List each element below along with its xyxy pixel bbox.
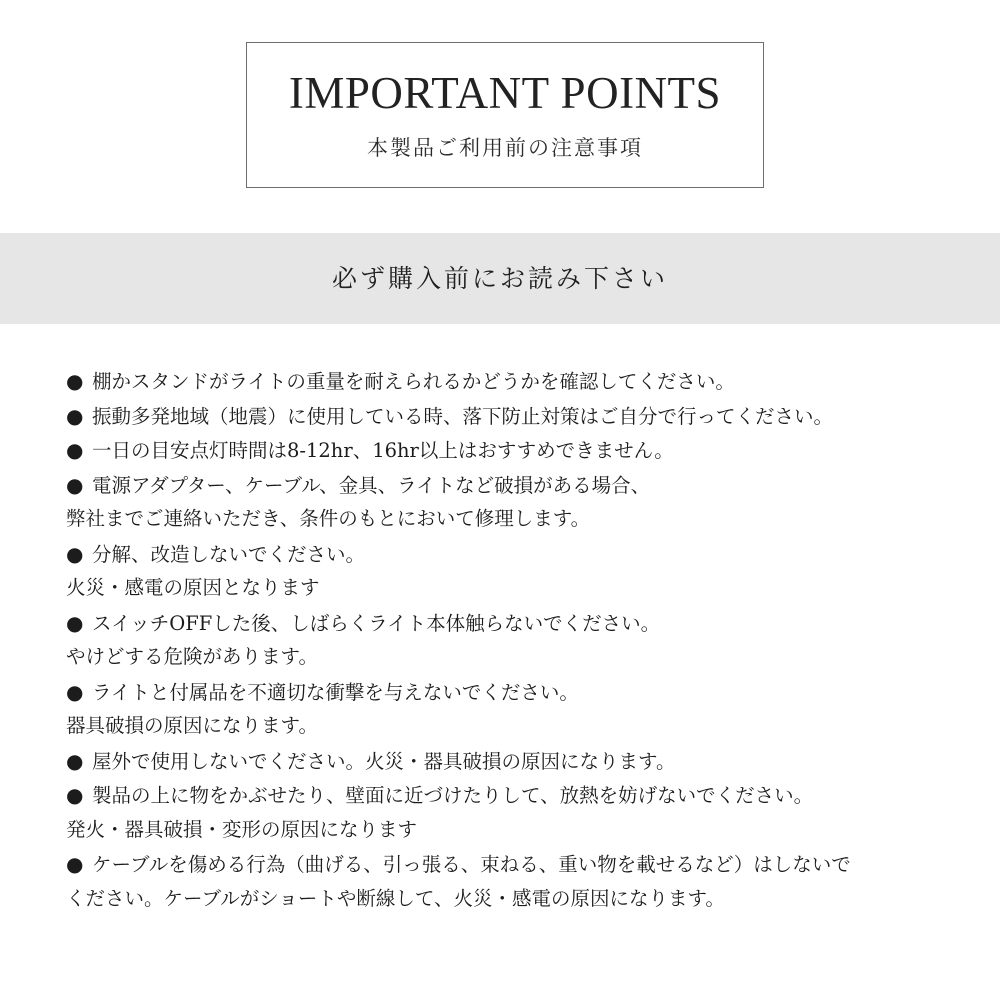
bullet-icon: ● (66, 438, 84, 462)
precaution-text: スイッチOFFした後、しばらくライト本体触らないでください。 (92, 611, 661, 635)
precaution-text: 一日の目安点灯時間は8-12hr、16hr以上はおすすめできません。 (92, 439, 674, 462)
bullet-icon: ● (66, 783, 84, 807)
bullet-icon: ● (66, 852, 84, 876)
precaution-line (66, 606, 966, 641)
precaution-line (66, 675, 966, 710)
precaution-text: 振動多発地域（地震）に使用している時、落下防止対策はご自分で行ってください。 (92, 404, 834, 428)
bullet-icon: ● (66, 748, 84, 773)
precaution-text: 弊社までご連絡いただき、条件のもとにおいて修理します。 (66, 507, 591, 530)
precaution-line (66, 537, 966, 572)
bullet-icon: ● (66, 472, 84, 497)
notice-banner (0, 233, 1000, 324)
precaution-text: 屋外で使用しないでください。火災・器具破損の原因になります。 (92, 749, 676, 773)
precaution-line (66, 640, 966, 675)
bullet-icon: ● (66, 679, 84, 704)
bullet-icon: ● (66, 541, 84, 566)
precaution-line (66, 364, 966, 399)
bullet-icon: ● (66, 403, 84, 428)
precaution-line (66, 778, 966, 813)
precaution-line (66, 433, 966, 468)
page-subtitle: 本製品ご利用前の注意事項 (367, 136, 643, 160)
precaution-line (66, 882, 966, 917)
precaution-text: 分解、改造しないでください。 (92, 542, 366, 566)
precaution-line (66, 847, 966, 882)
precaution-line (66, 502, 966, 537)
precaution-line (66, 744, 966, 779)
precaution-text: ください。ケーブルがショートや断線して、火災・感電の原因になります。 (66, 886, 725, 910)
precautions-list (66, 364, 966, 916)
precaution-line (66, 399, 966, 434)
precaution-text: 火災・感電の原因となります (66, 576, 320, 599)
precaution-text: 器具破損の原因になります。 (66, 714, 318, 737)
precaution-text: ケーブルを傷める行為（曲げる、引っ張る、束ねる、重い物を載せるなど）はしないで (92, 853, 851, 876)
title-box (246, 42, 764, 188)
page-title: IMPORTANT POINTS (288, 68, 722, 118)
precaution-text: 発火・器具破損・変形の原因になります (66, 817, 418, 841)
precaution-text: ライトと付属品を不適切な衝撃を与えないでください。 (92, 680, 579, 704)
precaution-text: やけどする危険があります。 (66, 645, 318, 668)
precaution-line (66, 571, 966, 606)
precaution-text: 電源アダプター、ケーブル、金具、ライトなど破損がある場合、 (92, 473, 651, 497)
precaution-line (66, 709, 966, 744)
precaution-line (66, 468, 966, 503)
banner-text: 必ず購入前にお読み下さい (331, 264, 668, 293)
precaution-text: 棚かスタンドがライトの重量を耐えられるかどうかを確認してください。 (92, 370, 735, 393)
bullet-icon: ● (66, 610, 84, 635)
precaution-text: 製品の上に物をかぶせたり、壁面に近づけたりして、放熱を妨げないでください。 (92, 784, 814, 807)
bullet-icon: ● (66, 369, 84, 393)
precaution-line (66, 813, 966, 848)
